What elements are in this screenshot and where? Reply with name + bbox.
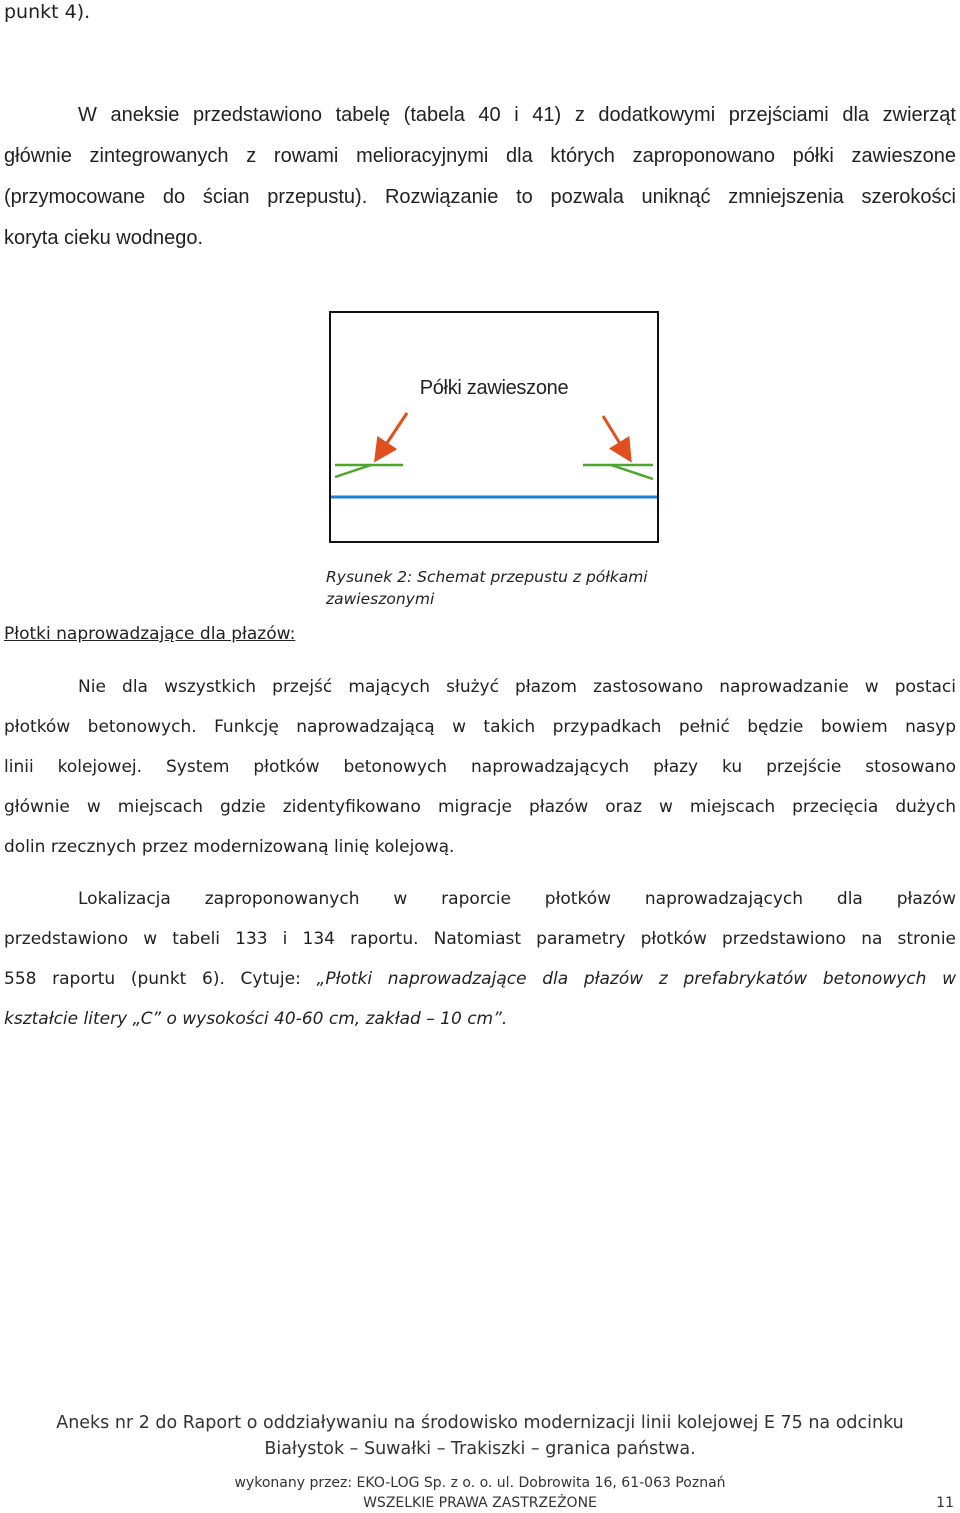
text-line: (przymocowane do ścian przepustu). Rozwiązanie to pozwala uniknąć zmniejszenia szerokości: [4, 186, 956, 208]
text-line: dolin rzecznych przez modernizowaną linię kolejową.: [4, 837, 455, 857]
caption-line: zawieszonymi: [326, 590, 435, 608]
right-arrow-icon: [603, 416, 627, 455]
culvert-diagram: [329, 311, 659, 543]
text-line: linii kolejowej. System płotków betonowych naprowadzających płazy ku przejście stosowano: [4, 757, 956, 777]
text-line: Lokalizacja zaproponowanych w raporcie płotków naprowadzających dla płazów: [78, 889, 956, 909]
text-line: przedstawiono w tabeli 133 i 134 raportu. Natomiast parametry płotków przedstawiono na stronie: [4, 929, 956, 949]
paragraph-location: [4, 879, 956, 1039]
section-heading: Płotki naprowadzające dla płazów:: [4, 624, 296, 644]
quote-span: „Płotki naprowadzające dla płazów z prefabrykatów betonowych w: [316, 969, 957, 989]
diagram-label: Półki zawieszone: [419, 377, 569, 399]
footer-meta: [0, 1473, 960, 1513]
text-line: [4, 959, 956, 999]
text-line: płotków betonowych. Funkcję naprowadzającą w takich przypadkach pełnić będzie bowiem nasyp: [4, 717, 956, 737]
culvert-drawing: [331, 313, 657, 541]
left-arrow-icon: [379, 413, 407, 455]
page-number: 11: [936, 1495, 954, 1511]
paragraph-fences: [4, 667, 956, 867]
paragraph-annex-shelves: [4, 95, 956, 259]
text-span: 558 raportu (punkt 6). Cytuje:: [4, 969, 317, 989]
footer-title: [0, 1410, 960, 1462]
footer-rights: WSZELKIE PRAWA ZASTRZEŻONE: [363, 1495, 597, 1511]
text-line: głównie w miejscach gdzie zidentyfikowano migracje płazów oraz w miejscach przecięcia dużych: [4, 797, 956, 817]
footer-author: wykonany przez: EKO-LOG Sp. z o. o. ul. Dobrowita 16, 61-063 Poznań: [234, 1475, 726, 1491]
top-fragment: punkt 4).: [4, 1, 91, 23]
caption-line: Rysunek 2: Schemat przepustu z półkami: [326, 568, 648, 586]
figure-caption: [326, 566, 706, 610]
footer-title-line: Białystok – Suwałki – Trakiszki – granica państwa.: [264, 1439, 696, 1459]
footer-title-line: Aneks nr 2 do Raport o oddziaływaniu na środowisko modernizacji linii kolejowej E 75 na odcinku: [56, 1413, 904, 1433]
quote-line: kształcie litery „C” o wysokości 40-60 cm, zakład – 10 cm”.: [4, 1009, 508, 1029]
text-line: koryta cieku wodnego.: [4, 227, 204, 249]
suspended-shelves: [335, 465, 653, 479]
text-line: Nie dla wszystkich przejść mających służyć płazom zastosowano naprowadzanie w postaci: [78, 677, 956, 697]
text-line: głównie zintegrowanych z rowami melioracyjnymi dla których zaproponowano półki zawieszone: [4, 145, 956, 167]
text-line: W aneksie przedstawiono tabelę (tabela 40 i 41) z dodatkowymi przejściami dla zwierząt: [78, 104, 956, 126]
